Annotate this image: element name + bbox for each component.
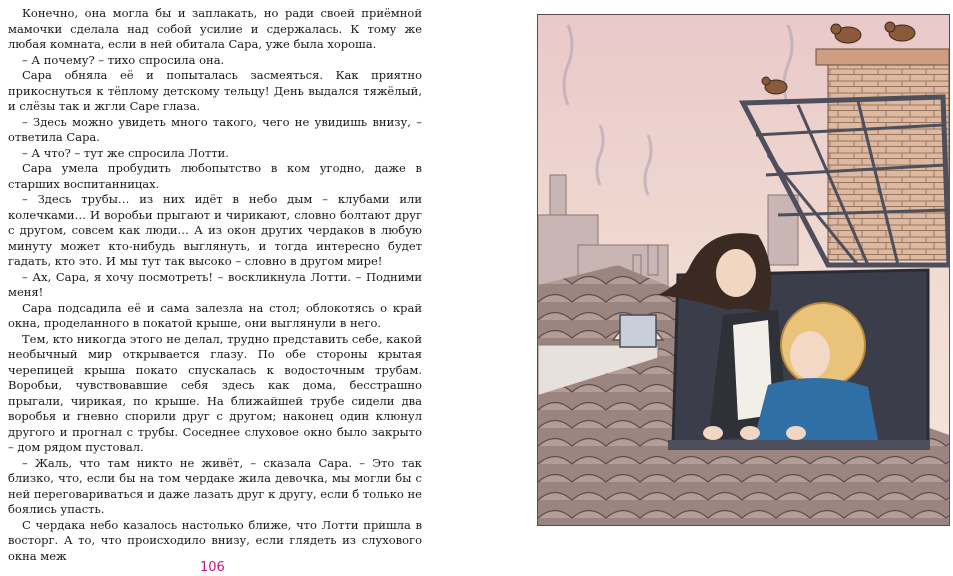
paragraph: – А что? – тут же спросила Лотти.: [22, 145, 229, 160]
paragraph: – Жаль, что там никто не живёт, – сказала Сара. – Это так близко, что, если бы на том чердаке жила девочка, мы могли бы с ней переговариваться и даже лазать друг к другу, если б только не боялись упасть.: [8, 455, 422, 516]
paragraph: – Здесь трубы… из них идёт в небо дым – клубами или колечками… И воробьи прыгают и чирикают, словно болтают друг с другом, совсем как люди… А из окон других чердаков в любую минуту может кто-нибудь выглянуть, и тогда интересно будет гадать, кто это. И мы тут так высоко – словно в другом мире!: [8, 192, 422, 268]
paragraph: Сара обняла её и попыталась засмеяться. Как приятно прикоснуться к тёплому детскому тельцу! День выдался тяжёлый, и слёзы так и жгли Саре глаза.: [8, 68, 422, 113]
paragraph: – А почему? – тихо спросила она.: [22, 52, 225, 67]
paragraph: С чердака небо казалось настолько ближе, что Лотти пришла в восторг. А то, что происходило внизу, если глядеть из слухового окна меж: [8, 517, 422, 563]
paragraph: Тем, кто никогда этого не делал, трудно представить себе, какой необычный мир открывается глазу. По обе стороны крытая черепицей крыша покато спускалась к водосточным трубам. Воробьи, чувствовавшие себя здесь как дома, бесстрашно прыгали, чирикая, по крыше. На ближайшей трубе сидели два воробья и гневно спорили друг с другом; наконец один клюнул другого и прогнал с трубы. Соседнее слуховое окно было закрыто – дом рядом пустовал.: [8, 331, 422, 454]
body-text: [8, 6, 422, 564]
page-number: 106: [200, 560, 225, 575]
paragraph: Сара подсадила её и сама залезла на стол; облокотясь о край окна, проделанного в покатой крыше, они выглянули в него.: [8, 300, 422, 330]
paragraph: Сара умела пробудить любопытство в ком угодно, даже в старших воспитанницах.: [8, 161, 422, 191]
rooftop-illustration: [537, 14, 950, 526]
paragraph: Конечно, она могла бы и заплакать, но ради своей приёмной мамочки сделала над собой усилие и сдержалась. К тому же любая комната, если в ней обитала Сара, уже была хороша.: [8, 6, 422, 51]
paragraph: – Здесь можно увидеть много такого, чего не увидишь внизу, – ответила Сара.: [8, 114, 422, 144]
paragraph: – Ах, Сара, я хочу посмотреть! – воскликнула Лотти. – Подними меня!: [8, 269, 422, 299]
